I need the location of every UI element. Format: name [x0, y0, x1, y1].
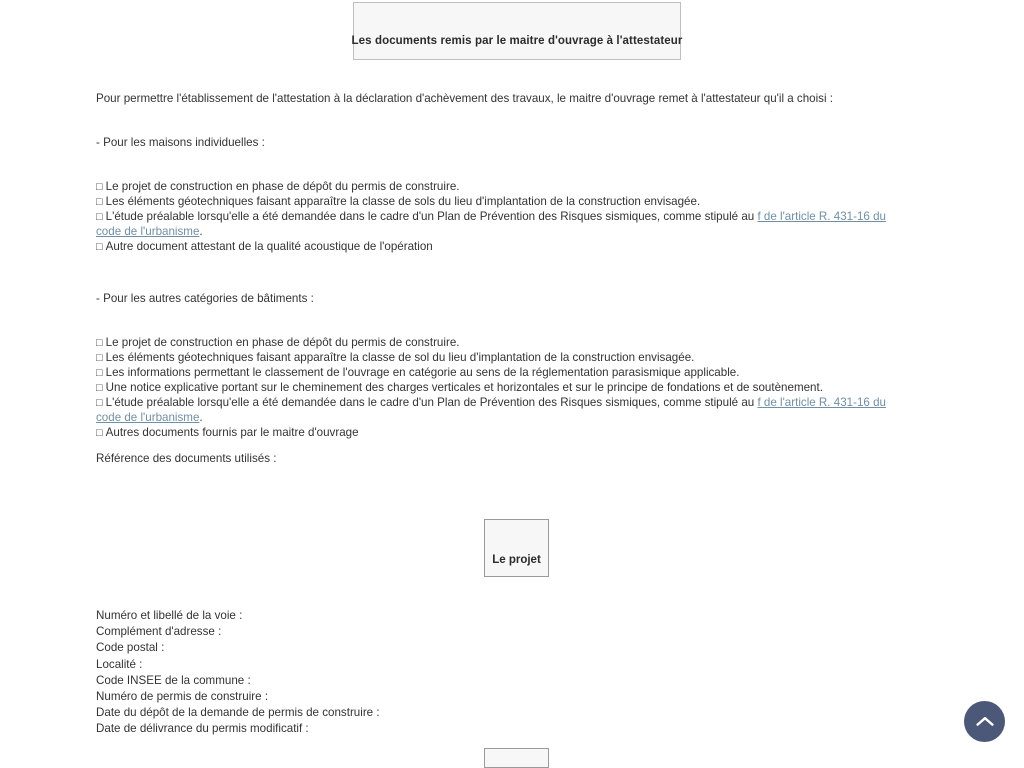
list-item [96, 194, 896, 209]
list-item-text: Les éléments géotechniques faisant apparaître la classe de sols du lieu d'implantation de la construction envisagée. [105, 195, 701, 208]
field-label: Date de délivrance du permis modificatif : [96, 722, 309, 736]
list-item-text: Le projet de construction en phase de dépôt du permis de construire. [105, 180, 460, 193]
list-item-text-tail: . [199, 411, 203, 424]
list-item [96, 350, 896, 365]
field-label: Numéro de permis de construire : [96, 690, 269, 704]
projet-title-box [484, 519, 549, 577]
list-item-text: Le projet de construction en phase de dépôt du permis de construire. [105, 336, 460, 349]
list-item [96, 365, 896, 380]
checkbox-icon[interactable]: □ [96, 382, 103, 394]
next-section-box-partial [484, 748, 549, 768]
list-item-text: L'étude préalable lorsqu'elle a été demandée dans le cadre d'un Plan de Prévention des Risques sismiques, comme stipulé au [105, 396, 758, 409]
list-item [96, 179, 896, 194]
checkbox-icon[interactable]: □ [96, 241, 103, 253]
chevron-up-icon [976, 716, 994, 728]
list-item [96, 395, 896, 425]
subheading-autres-categories: - Pour les autres catégories de bâtiments : [96, 292, 314, 305]
code-urbanisme-link[interactable]: f de l'article R. 431-16 du code de l'urbanisme [96, 210, 886, 238]
checkbox-icon[interactable]: □ [96, 397, 103, 409]
list-item-text: Autre document attestant de la qualité acoustique de l'opération [105, 240, 433, 253]
list-item-text: Les informations permettant le classement de l'ouvrage en catégorie au sens de la réglementation parasismique applicable. [105, 366, 740, 379]
checkbox-icon[interactable]: □ [96, 427, 103, 439]
section-title-label: Les documents remis par le maitre d'ouvrage à l'attestateur [351, 35, 683, 47]
field-label: Date du dépôt de la demande de permis de construire : [96, 706, 380, 720]
checkbox-icon[interactable]: □ [96, 367, 103, 379]
subheading-maisons-individuelles: - Pour les maisons individuelles : [96, 136, 265, 149]
field-label: Complément d'adresse : [96, 625, 222, 639]
field-label: Localité : [96, 657, 143, 671]
list-item-text: Une notice explicative portant sur le cheminement des charges verticales et horizontales et sur le principe de fondations et de soutènement. [105, 381, 823, 394]
reference-documents-line: Référence des documents utilisés : [96, 452, 277, 465]
code-urbanisme-link[interactable]: f de l'article R. 431-16 du code de l'urbanisme [96, 396, 886, 424]
intro-paragraph: Pour permettre l'établissement de l'attestation à la déclaration d'achèvement des travaux, le maitre d'ouvrage remet à l'attestateur qu'il a choisi : [96, 92, 833, 105]
scroll-to-top-button[interactable] [964, 701, 1005, 742]
list-item [96, 209, 896, 239]
list-item [96, 335, 896, 350]
checkbox-icon[interactable]: □ [96, 181, 103, 193]
document-checklist-maisons [96, 179, 896, 254]
field-label: Code INSEE de la commune : [96, 673, 251, 687]
field-label: Code postal : [96, 641, 165, 655]
list-item [96, 239, 896, 254]
field-label: Numéro et libellé de la voie : [96, 609, 243, 622]
list-item-text-tail: . [199, 225, 203, 238]
checkbox-icon[interactable]: □ [96, 337, 103, 349]
checkbox-icon[interactable]: □ [96, 211, 103, 223]
document-checklist-autres [96, 335, 896, 440]
section-title-box [353, 2, 681, 60]
list-item-text: L'étude préalable lorsqu'elle a été demandée dans le cadre d'un Plan de Prévention des Risques sismiques, comme stipulé au [105, 210, 758, 223]
checkbox-icon[interactable]: □ [96, 196, 103, 208]
projet-title-label: Le projet [492, 554, 541, 566]
list-item-text: Autres documents fournis par le maitre d'ouvrage [105, 426, 359, 439]
list-item [96, 425, 896, 440]
checkbox-icon[interactable]: □ [96, 352, 103, 364]
list-item [96, 380, 896, 395]
projet-field-list [96, 608, 596, 738]
list-item-text: Les éléments géotechniques faisant apparaître la classe de sol du lieu d'implantation de la construction envisagée. [105, 351, 695, 364]
